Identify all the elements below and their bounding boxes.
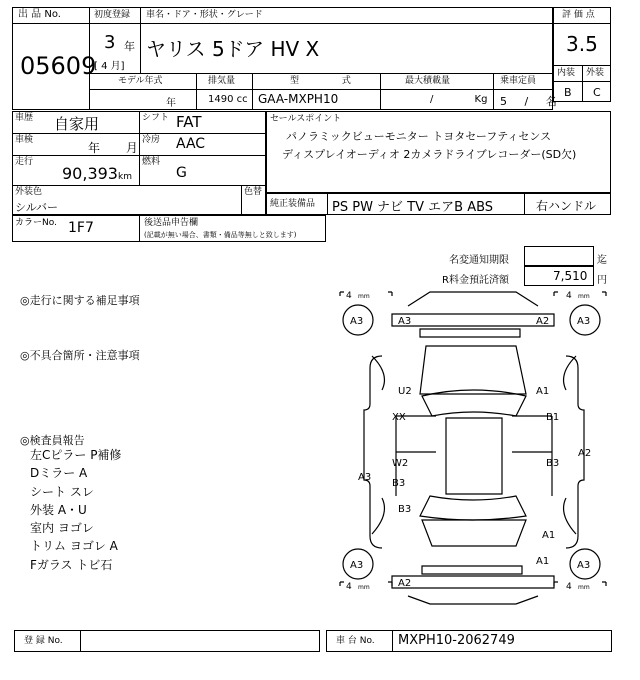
load-value: / Kg [430, 94, 488, 105]
wheel-bl: A3 [350, 560, 364, 571]
reg-year: 3 [104, 32, 116, 53]
tire-unit-tl: mm [358, 293, 370, 300]
tire-depth-br: 4 [566, 582, 572, 592]
inspector-item: 室内 ヨゴレ [30, 521, 94, 535]
mark-a1: A1 [536, 386, 550, 397]
model-year-unit: 年 [166, 98, 176, 109]
tire-unit-tr: mm [578, 293, 590, 300]
deadline-label: 名変通知期限 [449, 255, 509, 266]
tire-unit-br: mm [578, 584, 590, 591]
displacement-label: 排気量 [208, 76, 236, 86]
mark-w2: W2 [392, 458, 409, 469]
model-year-label: モデル年式 [118, 76, 163, 86]
tire-depth-bl: 4 [346, 582, 352, 592]
inspector-item: 外装 A・U [30, 503, 87, 517]
equip-value: PS PW ナビ TV エアB ABS [332, 200, 494, 215]
chassis-value: MXPH10-2062749 [398, 633, 515, 648]
interior-grade: B [564, 86, 572, 99]
history-label: 車歴 [15, 113, 34, 123]
wheel-br: A3 [577, 560, 591, 571]
fuel-label: 燃料 [142, 157, 161, 167]
wheel-tl: A3 [350, 316, 364, 327]
recycle-value: 7,510 [553, 269, 588, 283]
color-label: 外装色 [15, 187, 43, 197]
displacement: 1490 cc [208, 94, 248, 105]
car-damage-diagram [330, 284, 620, 606]
history-value: 自家用 [54, 115, 100, 133]
defect-notes-title: ◎不具合箇所・注意事項 [20, 349, 140, 362]
inspector-item: 左Cピラー P補修 [30, 448, 122, 462]
color-no-label: カラーNo. [15, 218, 57, 228]
color-no-value: 1F7 [68, 220, 94, 236]
type-label: 型 式 [290, 76, 351, 86]
recolor-label: 色替 [244, 187, 263, 197]
mark-b3: B3 [392, 478, 406, 489]
reg-label: 初度登録 [94, 10, 131, 20]
shift-value: FAT [176, 113, 202, 131]
driving-notes-title: ◎走行に関する補足事項 [20, 294, 140, 307]
mark-a1-bumper: A1 [536, 556, 550, 567]
rear-bumper: A2 [398, 578, 412, 589]
exterior-grade: C [593, 86, 601, 99]
tire-depth-tl: 4 [346, 291, 352, 301]
inspector-item: Dミラー A [30, 466, 88, 480]
inspector-title: ◎検査員報告 [20, 434, 85, 447]
mark-b3-right: B3 [546, 458, 560, 469]
tire-unit-bl: mm [358, 584, 370, 591]
chassis-label: 車 台 No. [336, 636, 375, 646]
score-value: 3.5 [566, 32, 598, 56]
inspector-item: シート スレ [30, 485, 94, 499]
mark-a2: A2 [578, 448, 592, 459]
inspection-label: 車検 [15, 135, 34, 145]
lot-number: 05609 [20, 52, 97, 80]
recycle-label: R料金預託済額 [442, 275, 509, 286]
shift-label: シフト [142, 113, 170, 123]
score-label: 評 価 点 [562, 10, 595, 20]
mark-a1-rear: A1 [542, 530, 556, 541]
front-bumper-right: A2 [536, 316, 550, 327]
mark-a3: A3 [358, 472, 372, 483]
capacity-value: 5 / 名 [500, 95, 557, 108]
capacity-label: 乗車定員 [500, 76, 537, 86]
lot-label: 出 品 No. [18, 9, 61, 20]
fuel-value: G [176, 165, 187, 181]
recycle-unit: 円 [597, 275, 607, 286]
car-label: 車名・ドア・形状・グレード [146, 10, 263, 20]
inspector-item: Fガラス トビ石 [30, 558, 113, 572]
equip-label: 純正装備品 [270, 199, 316, 209]
mileage-unit: km [118, 172, 132, 182]
mileage-value: 90,393 [62, 164, 118, 183]
ac-label: 冷房 [142, 135, 161, 145]
type-value: GAA-MXPH10 [258, 92, 339, 106]
sales-line-2: ディスプレイオーディオ 2カメラドライブレコーダー(SD欠) [282, 148, 577, 161]
wheel-tr: A3 [577, 316, 591, 327]
mark-u2: U2 [398, 386, 412, 397]
reg-no-label: 登 録 No. [24, 636, 63, 646]
exterior-label: 外装 [586, 68, 605, 78]
inspection-value: 年 月 [88, 141, 138, 155]
car-name: ヤリス 5ドア HV X [146, 37, 320, 61]
deadline-unit: 迄 [597, 255, 607, 266]
reg-month: [ 4 月] [94, 61, 125, 72]
mark-b1: B1 [546, 412, 560, 423]
sales-line-1: パノラミックビューモニター トヨタセーフティセンス [286, 130, 552, 143]
front-bumper-left: A3 [398, 316, 412, 327]
inspector-item: トリム ヨゴレ A [30, 539, 118, 553]
deadline-box [524, 246, 594, 266]
mark-xx: XX [392, 412, 406, 423]
ac-value: AAC [176, 136, 206, 152]
sales-title: セールスポイント [270, 114, 342, 124]
later-label: 後送品申告欄 [144, 218, 199, 228]
handle-value: 右ハンドル [536, 199, 597, 213]
mark-b3-rear: B3 [398, 504, 412, 515]
load-label: 最大積載量 [405, 76, 451, 86]
later-note: (記載が無い場合、書類・備品等無しと致します) [144, 231, 297, 239]
color-value: シルバー [15, 201, 58, 214]
mileage-label: 走行 [15, 157, 34, 167]
interior-label: 内装 [557, 68, 576, 78]
tire-depth-tr: 4 [566, 291, 572, 301]
year-unit: 年 [124, 40, 135, 53]
